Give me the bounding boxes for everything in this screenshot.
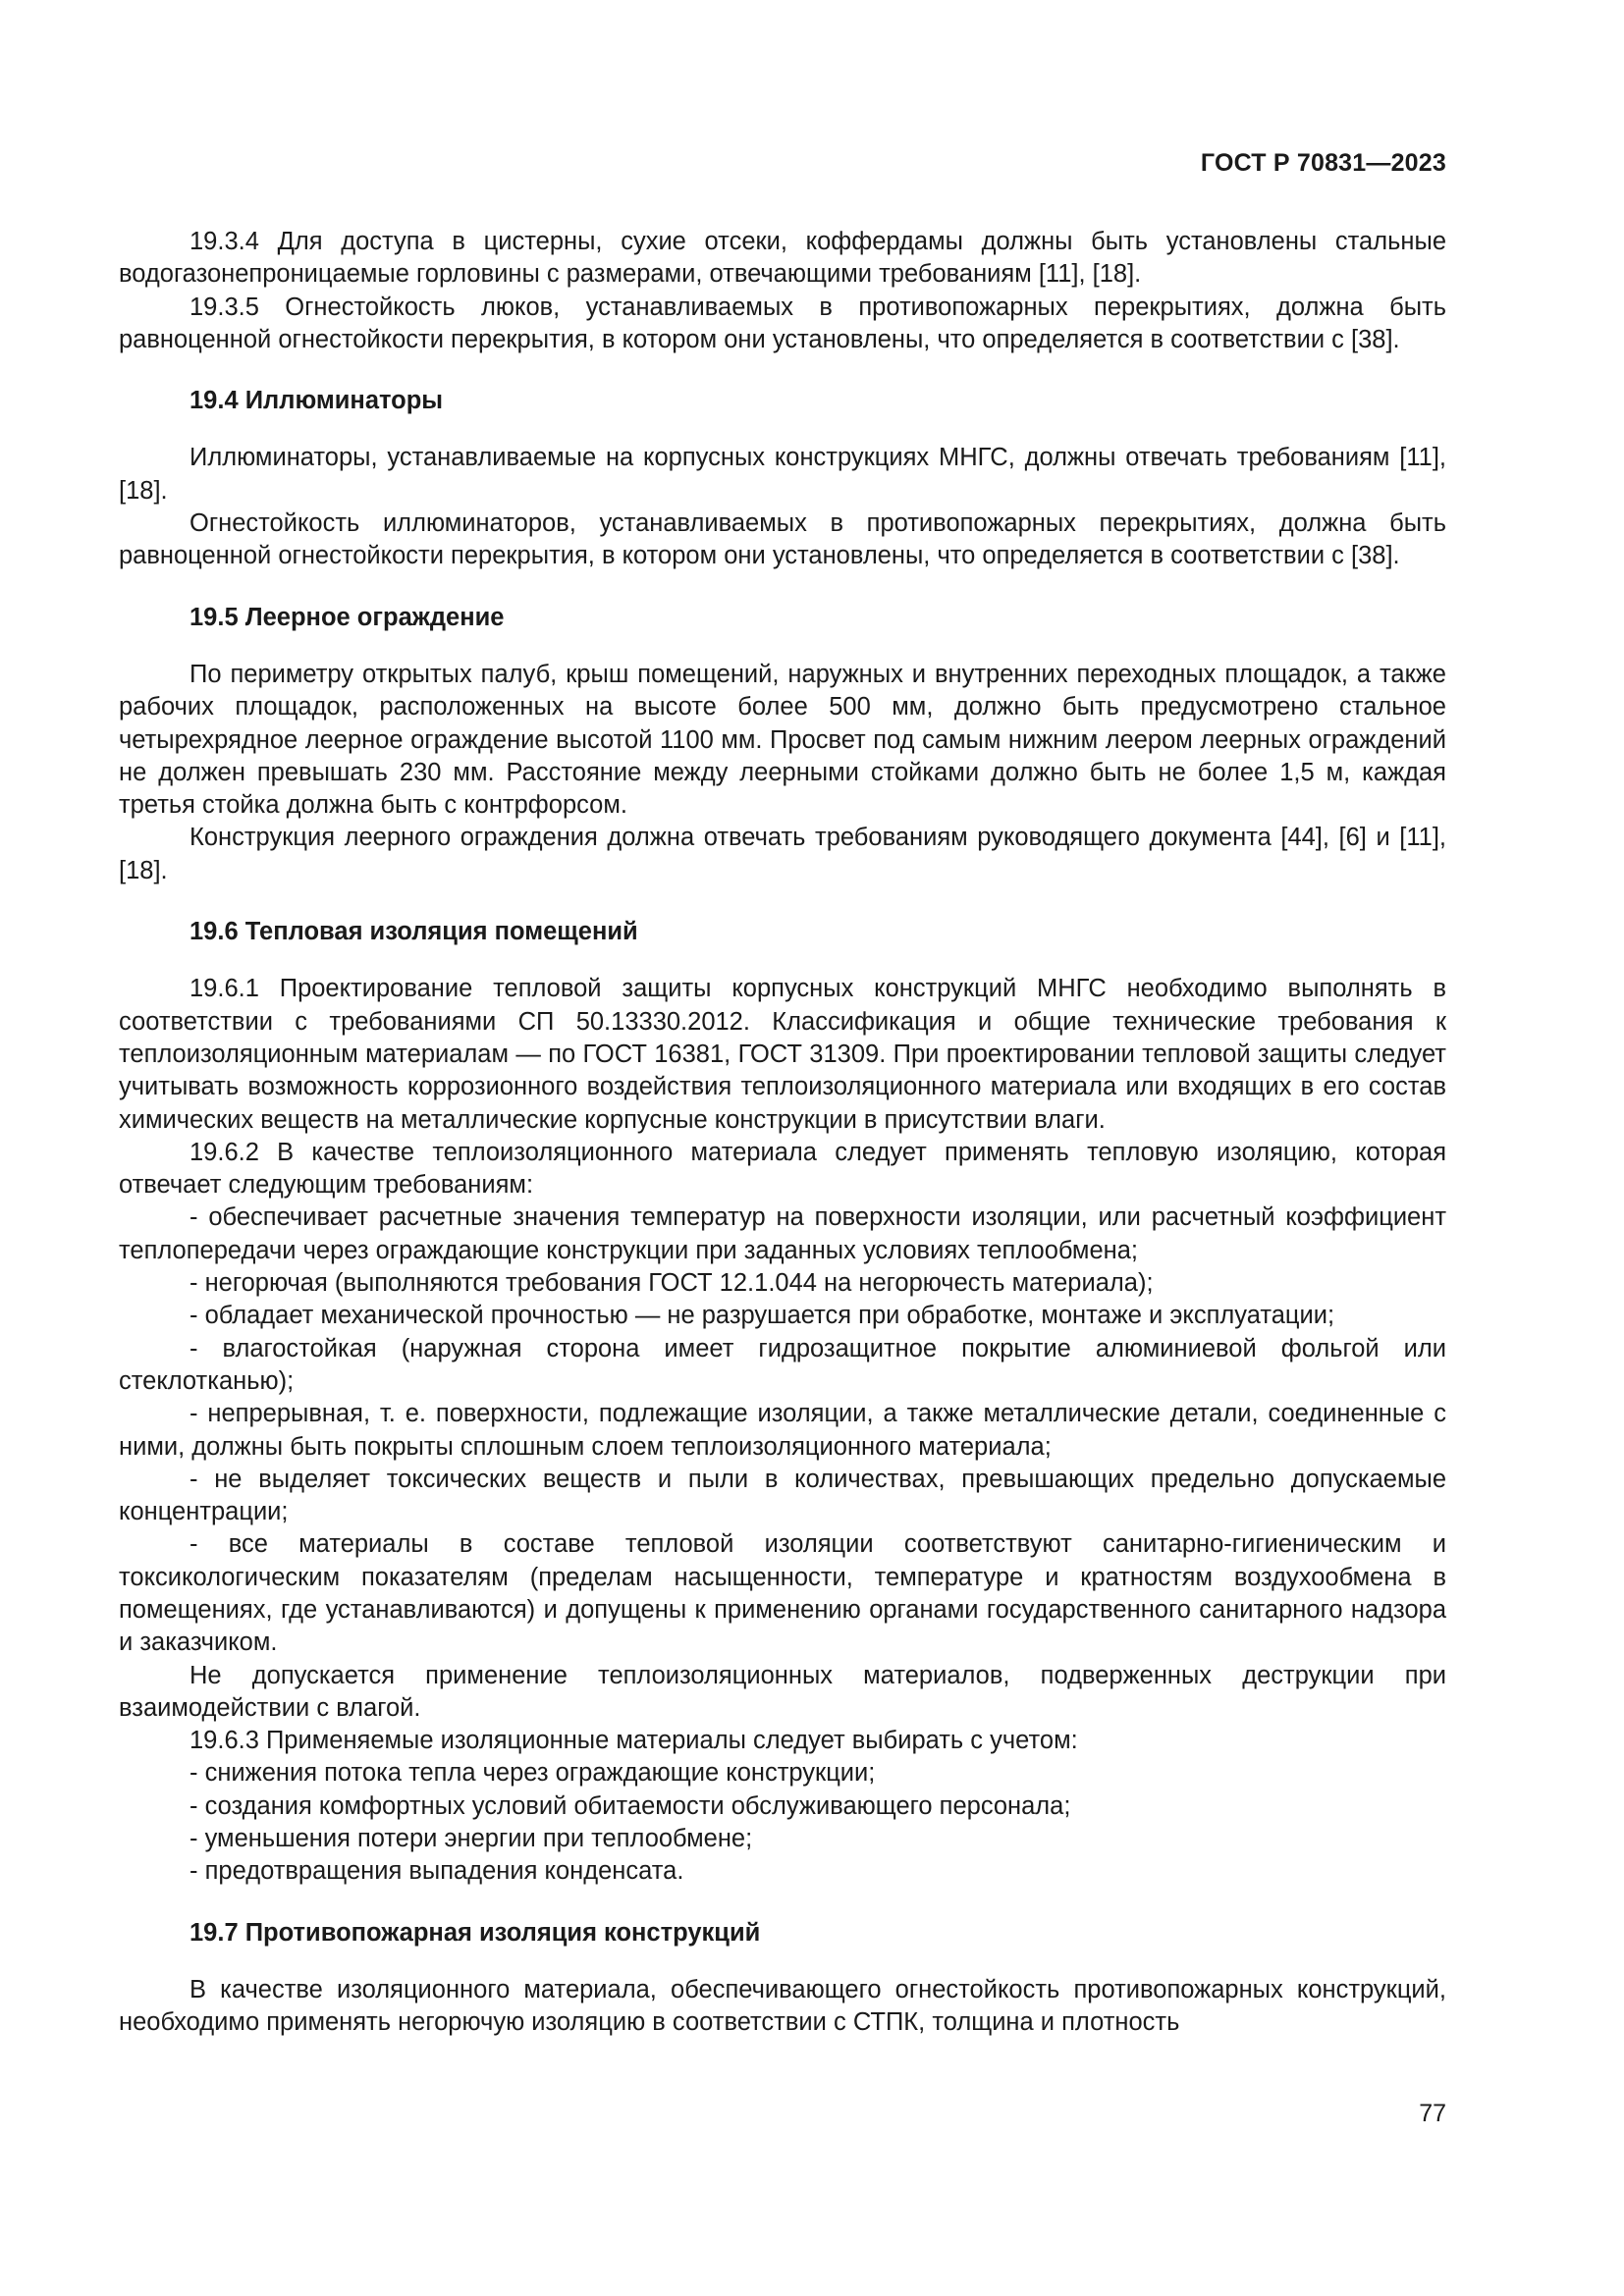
list-item: - создания комфортных условий обитаемости обслуживающего персонала;	[189, 1791, 1071, 1820]
list-item: - непрерывная, т. е. поверхности, подлежащие изоляции, а также металлические детали, соединенные с ними, должны быть покрыты сплошным слоем теплоизоляционного материала;	[119, 1400, 1446, 1461]
list-item: - негорючая (выполняются требования ГОСТ 12.1.044 на негорючесть материала);	[189, 1269, 1154, 1298]
list-item: - уменьшения потери энергии при теплообмене;	[189, 1825, 753, 1853]
paragraph-19-3-4: 19.3.4 Для доступа в цистерны, сухие отсеки, коффердамы должны быть установлены стальные водогазонепроницаемые горловины с размерами, отвечающими требованиям [11], [18].	[119, 228, 1446, 289]
heading-19-5: 19.5 Леерное ограждение	[189, 603, 505, 631]
paragraph-19-6-2: 19.6.2 В качестве теплоизоляционного материала следует применять тепловую изоляцию, которая отвечает следующим требованиям:	[119, 1138, 1446, 1200]
heading-19-6: 19.6 Тепловая изоляция помещений	[189, 918, 638, 946]
list-item: - не выделяет токсических веществ и пыли в количествах, превышающих предельно допускаемые концентрации;	[119, 1465, 1446, 1526]
paragraph-19-6-1: 19.6.1 Проектирование тепловой защиты корпусных конструкций МНГС необходимо выполнять в соответствии с требованиями СП 50.13330.2012. Классификация и общие технические требования к теплоизоляционным материалам — по ГОСТ 16381, ГОСТ 31309. При проектировании тепловой защиты следует учитывать возможность коррозионного воздействия теплоизоляционного материала или входящих в его состав химических веществ на металлические корпусные конструкции в присутствии влаги.	[119, 975, 1446, 1134]
list-item: - снижения потока тепла через ограждающие конструкции;	[189, 1759, 876, 1788]
list-item: - предотвращения выпадения конденсата.	[189, 1857, 684, 1886]
paragraph: Конструкция леерного ограждения должна отвечать требованиям руководящего документа [44], [6] и [11], [18].	[119, 824, 1446, 884]
paragraph: Огнестойкость иллюминаторов, устанавливаемых в противопожарных перекрытиях, должна быть равноценной огнестойкости перекрытия, в котором они установлены, что определяется в соответствии с [38].	[119, 509, 1446, 570]
heading-19-7: 19.7 Противопожарная изоляция конструкций	[189, 1918, 761, 1947]
list-item: - обеспечивает расчетные значения температур на поверхности изоляции, или расчетный коэффициент теплопередачи через ограждающие конструкции при заданных условиях теплообмена;	[119, 1203, 1446, 1264]
paragraph: По периметру открытых палуб, крыш помещений, наружных и внутренних переходных площадок, а также рабочих площадок, расположенных на высоте более 500 мм, должно быть предусмотрено стальное четырехрядное леерное ограждение высотой 1100 мм. Просвет под самым нижним леером леерных ограждений не должен превышать 230 мм. Расстояние между леерными стойками должно быть не более 1,5 м, каждая третья стойка должна быть с контрфорсом.	[119, 660, 1446, 820]
list-item: - все материалы в составе тепловой изоляции соответствуют санитарно-гигиеническим и токсикологическим показателям (пределам насыщенности, температуре и кратностям воздухообмена в помещениях, где устанавливаются) и допущены к применению органами государственного санитарного надзора и заказчиком.	[119, 1530, 1446, 1657]
heading-19-4: 19.4 Иллюминаторы	[189, 387, 444, 415]
paragraph-19-6-3: 19.6.3 Применяемые изоляционные материалы следует выбирать с учетом:	[189, 1727, 1078, 1755]
paragraph: Не допускается применение теплоизоляционных материалов, подверженных деструкции при взаимодействии с влагой.	[119, 1661, 1446, 1722]
paragraph-19-3-5: 19.3.5 Огнестойкость люков, устанавливаемых в противопожарных перекрытиях, должна быть равноценной огнестойкости перекрытия, в котором они установлены, что определяется в соответствии с [38].	[119, 293, 1446, 353]
paragraph: Иллюминаторы, устанавливаемые на корпусных конструкциях МНГС, должны отвечать требованиям [11], [18].	[119, 444, 1446, 505]
list-item: - влагостойкая (наружная сторона имеет гидрозащитное покрытие алюминиевой фольгой или стеклотканью);	[119, 1334, 1446, 1395]
paragraph: В качестве изоляционного материала, обеспечивающего огнестойкость противопожарных конструкций, необходимо применять негорючую изоляцию в соответствии с СТПК, толщина и плотность	[119, 1975, 1446, 2037]
list-item: - обладает механической прочностью — не разрушается при обработке, монтаже и эксплуатации;	[189, 1302, 1335, 1330]
document-body	[119, 226, 1446, 2040]
page-number: 77	[1419, 2100, 1446, 2127]
document-header: ГОСТ Р 70831—2023	[1200, 149, 1446, 177]
